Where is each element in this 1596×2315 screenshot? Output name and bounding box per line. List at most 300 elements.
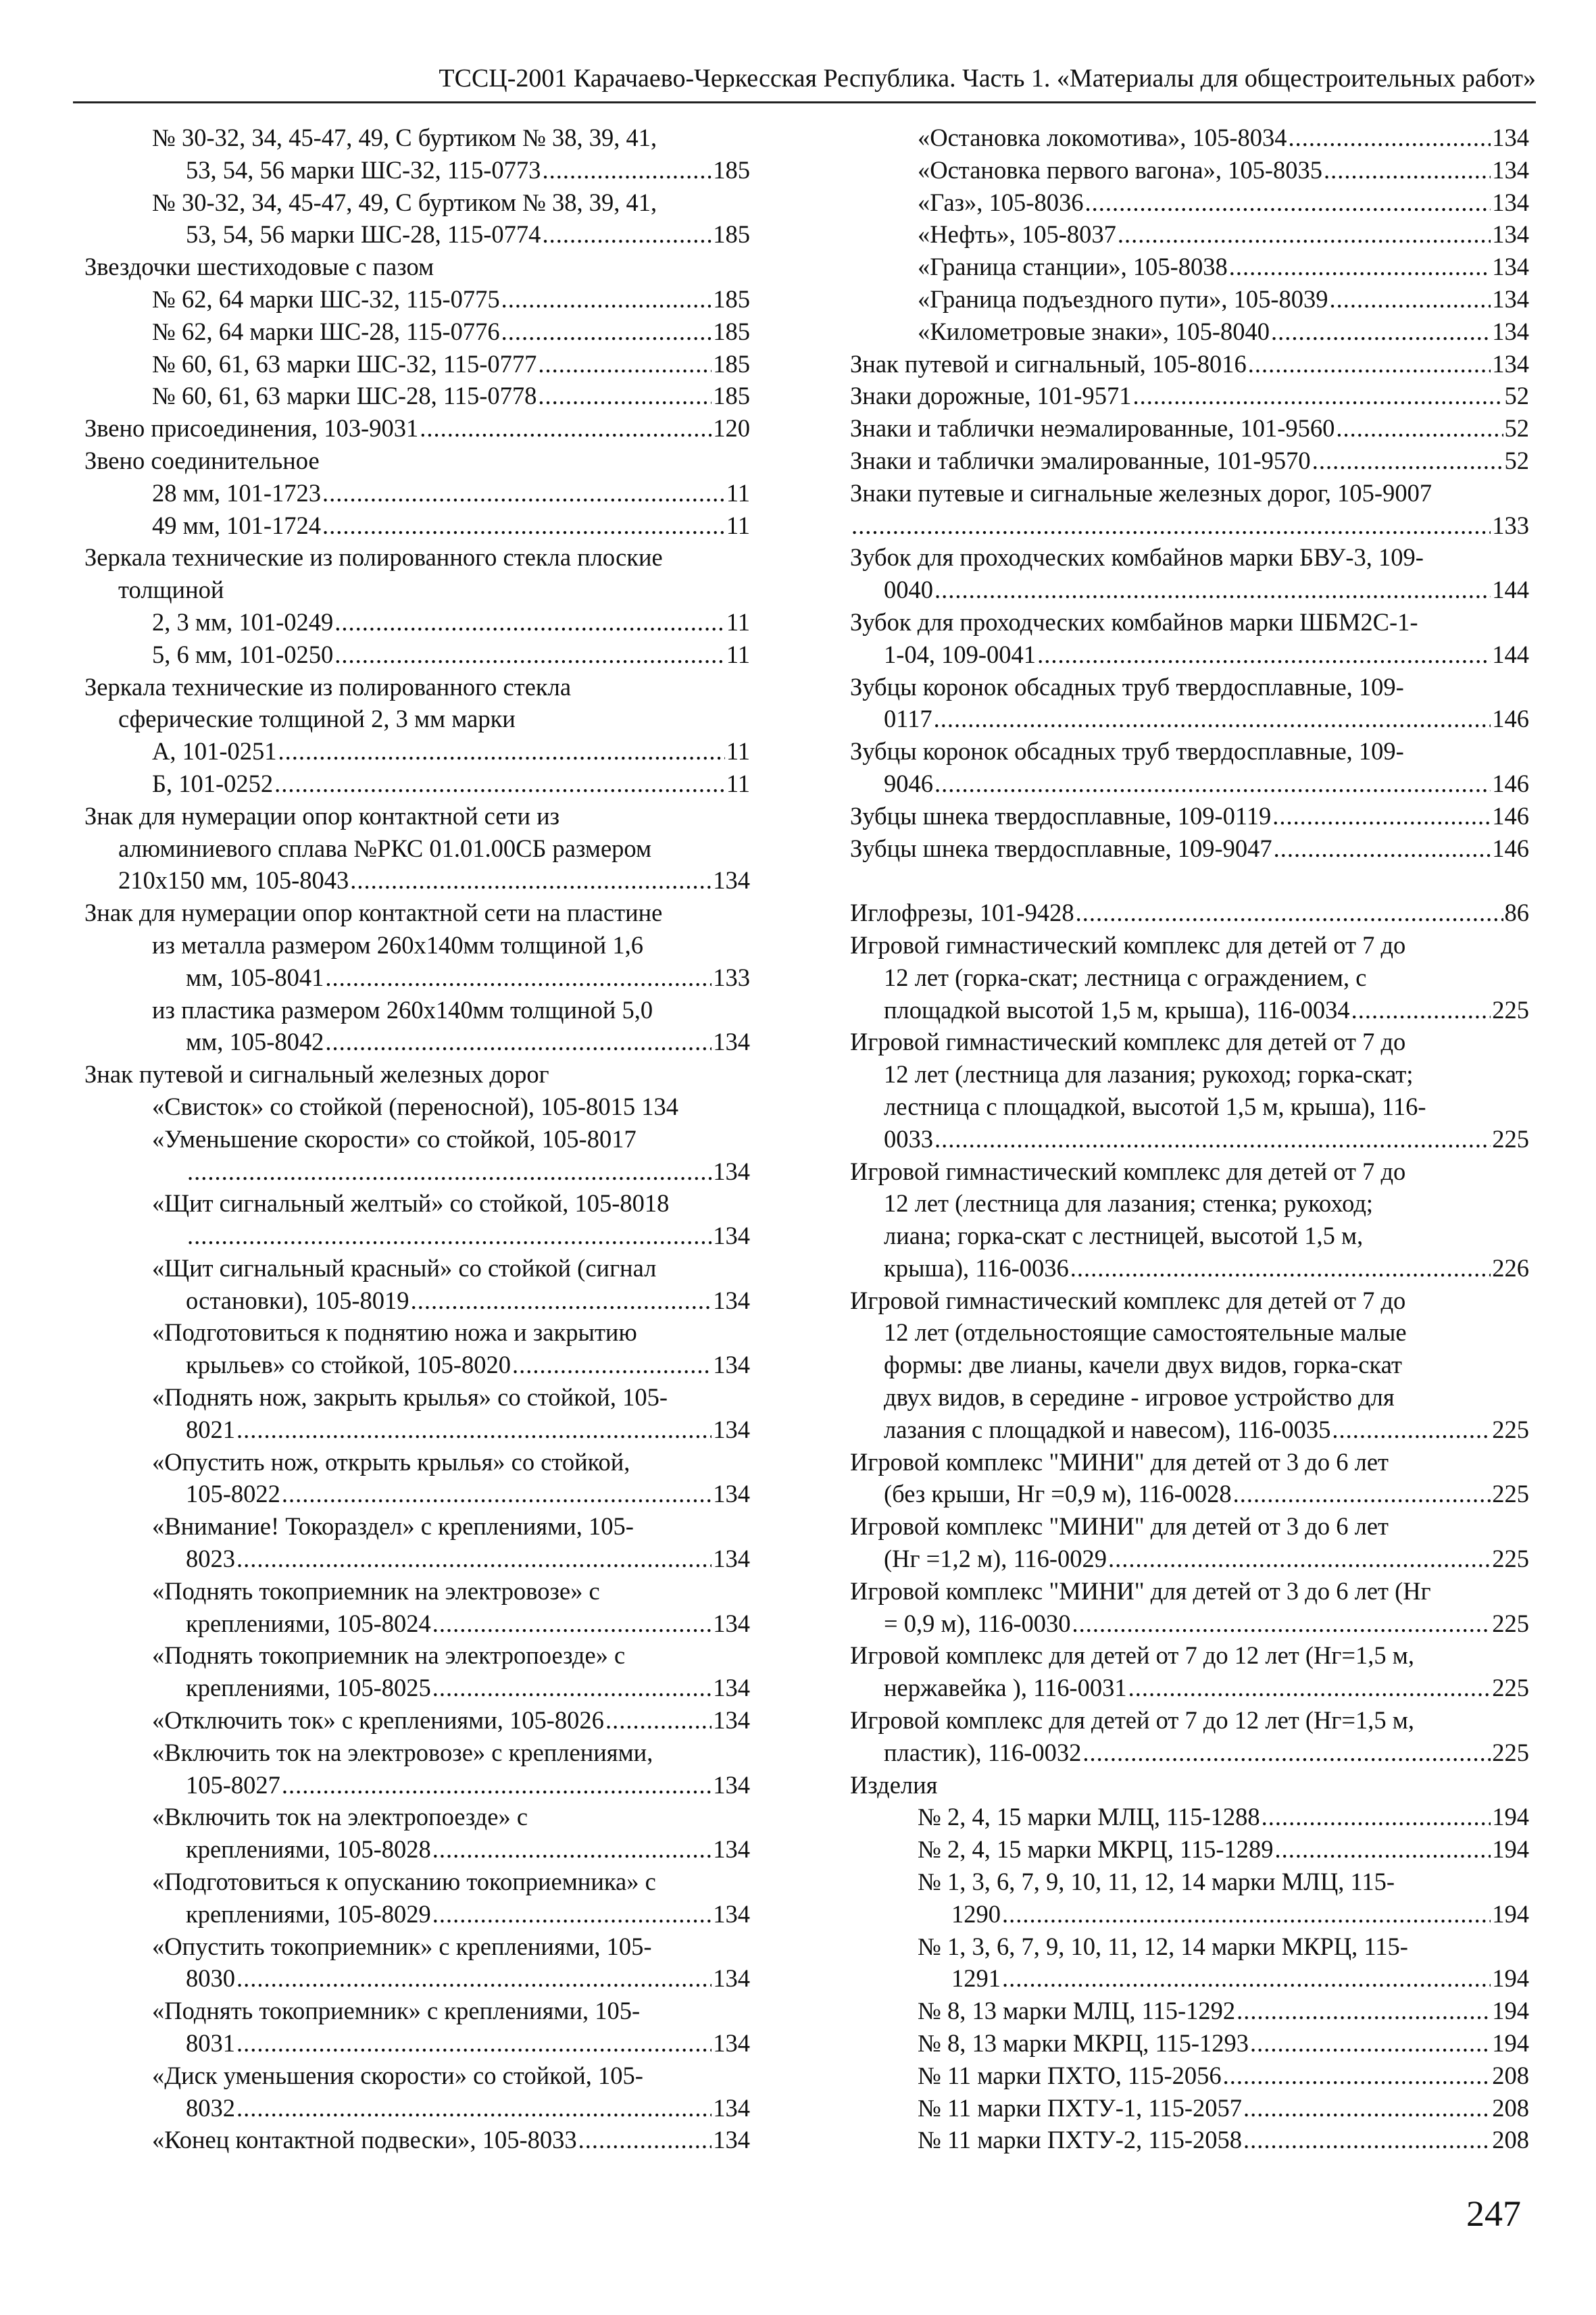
entry-leader-line: [84, 1672, 750, 1704]
leader-dots: [322, 477, 725, 509]
entry-text-line: Звено соединительное: [84, 446, 320, 474]
entry-page-ref: 11: [726, 511, 750, 539]
entry-leader-line: [850, 186, 1529, 219]
entry-page-ref: 11: [726, 640, 750, 668]
entry-text-line: Знак путевой и сигнальный железных дорог: [84, 1060, 549, 1089]
entry-text: 53, 54, 56 марки ШС-28, 115-0774: [186, 220, 541, 249]
entry-text-line: Игровой комплекс "МИНИ" для детей от 3 до 6 лет: [850, 1447, 1389, 1476]
entry-text: Зубцы шнека твердосплавные, 109-9047: [850, 834, 1272, 862]
entry-text-line: 12 лет (лестница для лазания; стенка; рукоход;: [884, 1189, 1374, 1218]
leader-dots: [420, 412, 712, 445]
index-entry: [850, 1995, 1529, 2027]
entry-page-ref: 120: [713, 414, 750, 443]
index-entry: [84, 994, 750, 1059]
entry-text: мм, 105-8041: [186, 963, 324, 991]
leader-dots: [236, 2027, 712, 2060]
leader-dots: [187, 1220, 712, 1252]
index-entry: [84, 1381, 750, 1446]
entry-page-ref: 134: [713, 1674, 750, 1702]
index-entry: [84, 509, 750, 542]
entry-leader-line: [850, 1123, 1529, 1155]
entry-page-ref: 134: [1492, 124, 1529, 151]
index-entry: [850, 154, 1529, 186]
section-gap: [850, 864, 1529, 897]
entry-leader-line: [84, 1220, 750, 1252]
entry-text: № 60, 61, 63 марки ШС-32, 115-0777: [152, 349, 537, 378]
index-entry: [850, 1639, 1529, 1704]
index-entry: [84, 606, 750, 639]
index-entry: [850, 1769, 1529, 1801]
index-entry: [850, 1931, 1529, 1995]
entry-text-line: Игровой комплекс для детей от 7 до 12 лет (Нг=1,5 м,: [850, 1706, 1414, 1735]
entry-leader-line: [850, 1898, 1529, 1931]
entry-text: (Нг =1,2 м), 116-0029: [884, 1545, 1107, 1573]
entry-page-ref: 194: [1492, 1835, 1529, 1864]
entry-leader-line: [850, 412, 1529, 445]
index-entry: [84, 1931, 750, 1995]
index-entry: [84, 541, 750, 606]
entry-page-ref: 225: [1492, 1415, 1529, 1443]
entry-page-ref: 134: [713, 2029, 750, 2058]
index-entry: [850, 1026, 1529, 1155]
running-header: [73, 59, 1536, 103]
entry-leader-line: [850, 2027, 1529, 2060]
entry-leader-line: [84, 735, 750, 768]
entry-text: «Остановка первого вагона», 105-8035: [918, 155, 1322, 184]
index-entry: [84, 1995, 750, 2060]
index-entry: [850, 735, 1529, 800]
entry-leader-line: [850, 283, 1529, 316]
entry-page-ref: 133: [1492, 511, 1529, 539]
index-entry: [850, 800, 1529, 832]
index-entry: [850, 348, 1529, 380]
index-entry: [84, 445, 750, 477]
entry-page-ref: 134: [713, 1351, 750, 1379]
index-entry: [84, 1091, 750, 1123]
leader-dots: [350, 864, 712, 897]
entry-leader-line: [84, 380, 750, 412]
entry-leader-line: [850, 445, 1529, 477]
entry-text: 8021: [186, 1415, 235, 1443]
entry-text-line: «Поднять токоприемник на электровозе» с: [152, 1576, 600, 1605]
entry-text: креплениями, 105-8025: [186, 1674, 431, 1702]
entry-text: 1-04, 109-0041: [884, 640, 1037, 668]
entry-leader-line: [850, 1737, 1529, 1769]
entry-leader-line: [850, 509, 1529, 542]
entry-text: Знаки и таблички эмалированные, 101-9570: [850, 446, 1311, 474]
leader-dots: [1329, 283, 1491, 316]
leader-dots: [1128, 1672, 1491, 1704]
entry-page-ref: 134: [713, 1157, 750, 1185]
index-entry: [84, 1123, 750, 1188]
entry-page-ref: 185: [713, 155, 750, 184]
entry-text-line: 12 лет (горка-скат; лестница с ограждением, с: [884, 963, 1367, 991]
index-entry: [84, 1801, 750, 1866]
index-entry: [850, 2124, 1529, 2156]
index-entry: [850, 283, 1529, 316]
leader-dots: [1262, 1801, 1491, 1833]
index-entry: [84, 800, 750, 897]
entry-text: № 62, 64 марки ШС-32, 115-0775: [152, 284, 500, 313]
index-entry: [84, 1866, 750, 1931]
entry-text-line: Игровой комплекс "МИНИ" для детей от 3 до 6 лет: [850, 1512, 1389, 1541]
leader-dots: [1250, 2027, 1491, 2060]
leader-dots: [578, 2124, 712, 2156]
leader-dots: [1271, 316, 1491, 348]
entry-text: 8031: [186, 2029, 235, 2058]
entry-leader-line: [850, 703, 1529, 735]
leader-dots: [1243, 2092, 1491, 2124]
leader-dots: [187, 1155, 712, 1188]
entry-leader-line: [850, 1833, 1529, 1866]
entry-page-ref: 225: [1492, 1480, 1529, 1508]
leader-dots: [934, 768, 1491, 800]
entry-leader-line: [84, 1962, 750, 1995]
index-entry: [84, 735, 750, 768]
index-entry: [84, 1446, 750, 1511]
entry-text-line: «Щит сигнальный красный» со стойкой (сигнал: [152, 1253, 657, 1282]
entry-page-ref: 11: [726, 737, 750, 766]
entry-leader-line: [84, 2124, 750, 2156]
entry-leader-line: [850, 316, 1529, 348]
index-entry: [850, 380, 1529, 412]
leader-dots: [1002, 1898, 1491, 1931]
index-entry: [850, 1155, 1529, 1285]
entry-text: лазания с площадкой и навесом), 116-0035: [884, 1415, 1331, 1443]
entry-page-ref: 134: [1492, 155, 1529, 184]
entry-text: «Километровые знаки», 105-8040: [918, 317, 1270, 345]
index-entry: [850, 606, 1529, 671]
entry-text-line: из пластика размером 260х140мм толщиной 5,0: [152, 995, 653, 1024]
leader-dots: [1223, 2060, 1491, 2092]
leader-dots: [1084, 186, 1491, 219]
entry-leader-line: [84, 1898, 750, 1931]
entry-page-ref: 52: [1504, 382, 1529, 410]
entry-text: «Газ», 105-8036: [918, 188, 1084, 216]
entry-text-line: «Уменьшение скорости» со стойкой, 105-8017: [152, 1124, 637, 1153]
entry-page-ref: 225: [1492, 1674, 1529, 1702]
entry-leader-line: [84, 509, 750, 542]
entry-text-line: Игровой гимнастический комплекс для детей от 7 до: [850, 930, 1406, 959]
index-entry: [850, 122, 1529, 154]
entry-text: 8023: [186, 1545, 235, 1573]
entry-leader-line: [850, 1962, 1529, 1995]
leader-dots: [1272, 800, 1491, 832]
entry-text-line: «Внимание! Токораздел» с креплениями, 105-: [152, 1512, 634, 1541]
entry-leader-line: [84, 316, 750, 348]
entry-text-line: «Опустить токоприемник» с креплениями, 105-: [152, 1932, 652, 1960]
leader-dots: [1070, 1252, 1491, 1285]
leader-dots: [274, 768, 725, 800]
leader-dots: [1275, 1833, 1491, 1866]
index-entry: [84, 1575, 750, 1640]
entry-text: креплениями, 105-8028: [186, 1835, 431, 1864]
entry-text-line: «Поднять токоприемник на электропоезде» с: [152, 1641, 626, 1670]
entry-text-line: «Диск уменьшения скорости» со стойкой, 105-: [152, 2061, 643, 2089]
index-entry: [850, 1285, 1529, 1446]
entry-text: «Отключить ток» с креплениями, 105-8026: [152, 1706, 604, 1735]
entry-text-line: Зубок для проходческих комбайнов марки ШБМ2С-1-: [850, 607, 1418, 636]
entry-leader-line: [84, 1414, 750, 1446]
entry-text: № 11 марки ПХТУ-1, 115-2057: [918, 2093, 1242, 2122]
entry-leader-line: [84, 2027, 750, 2060]
entry-leader-line: [850, 380, 1529, 412]
entry-leader-line: [84, 1155, 750, 1188]
entry-text-line: «Опустить нож, открыть крылья» со стойкой,: [152, 1447, 630, 1476]
entry-leader-line: [850, 1252, 1529, 1285]
entry-page-ref: 52: [1504, 446, 1529, 474]
entry-text-line: двух видов, в середине - игровое устройство для: [884, 1383, 1395, 1412]
index-entry: [850, 541, 1529, 606]
leader-dots: [538, 348, 712, 380]
entry-text: № 8, 13 марки МКРЦ, 115-1293: [918, 2029, 1249, 2058]
entry-text: 8032: [186, 2093, 235, 2122]
entry-leader-line: [850, 639, 1529, 671]
entry-page-ref: 146: [1492, 801, 1529, 830]
entry-page-ref: 225: [1492, 995, 1529, 1024]
leader-dots: [236, 2092, 712, 2124]
index-entry: [84, 671, 750, 736]
entry-leader-line: [84, 218, 750, 251]
entry-text: 105-8027: [186, 1770, 280, 1799]
entry-text: креплениями, 105-8029: [186, 1899, 431, 1928]
entry-text: Зубцы шнека твердосплавные, 109-0119: [850, 801, 1272, 830]
entry-text-line: лестница с площадкой, высотой 1,5 м, крыша), 116-: [884, 1092, 1426, 1120]
entry-text-line: сферические толщиной 2, 3 мм марки: [118, 705, 516, 733]
entry-page-ref: 133: [713, 963, 750, 991]
leader-dots: [1118, 218, 1491, 251]
entry-page-ref: 134: [713, 1286, 750, 1314]
leader-dots: [1037, 639, 1491, 671]
leader-dots: [501, 283, 712, 316]
leader-dots: [851, 509, 1491, 542]
leader-dots: [542, 218, 712, 251]
index-entry: [84, 1704, 750, 1737]
index-entry: [850, 671, 1529, 736]
leader-dots: [1002, 1962, 1491, 1995]
entry-leader-line: [850, 122, 1529, 154]
leader-dots: [1237, 1995, 1491, 2027]
entry-leader-line: [850, 1995, 1529, 2027]
entry-text: № 8, 13 марки МЛЦ, 115-1292: [918, 1997, 1236, 2025]
entry-text: 53, 54, 56 марки ШС-32, 115-0773: [186, 155, 541, 184]
entry-text: А, 101-0251: [152, 737, 277, 766]
entry-text-line: 12 лет (лестница для лазания; рукоход; горка-скат;: [884, 1060, 1414, 1089]
index-entry: [850, 477, 1529, 542]
index-entry: [850, 316, 1529, 348]
entry-page-ref: 208: [1492, 2061, 1529, 2089]
entry-page-ref: 194: [1492, 1964, 1529, 1993]
index-entry: [850, 1446, 1529, 1511]
index-entry: [850, 186, 1529, 219]
leader-dots: [1076, 897, 1503, 929]
entry-text: № 11 марки ПХТУ-2, 115-2058: [918, 2126, 1242, 2154]
entry-leader-line: [850, 994, 1529, 1026]
entry-leader-line: [84, 1285, 750, 1317]
index-entry: [850, 2092, 1529, 2124]
entry-text: 8030: [186, 1964, 235, 1993]
leader-dots: [334, 606, 725, 639]
entry-text: «Остановка локомотива», 105-8034: [918, 124, 1287, 151]
entry-text-line: Зеркала технические из полированного стекла: [84, 672, 572, 701]
leader-dots: [1336, 412, 1503, 445]
index-entry: [84, 1252, 750, 1317]
entry-page-ref: 134: [713, 1545, 750, 1573]
entry-page-ref: 11: [726, 478, 750, 507]
leader-dots: [236, 1543, 712, 1575]
entry-leader-line: [850, 1414, 1529, 1446]
leader-dots: [1072, 1608, 1491, 1640]
leader-dots: [934, 1123, 1491, 1155]
entry-text: Знак путевой и сигнальный, 105-8016: [850, 349, 1247, 378]
entry-leader-line: [84, 606, 750, 639]
entry-text: площадкой высотой 1,5 м, крыша), 116-0034: [884, 995, 1350, 1024]
leader-dots: [322, 509, 725, 542]
entry-page-ref: 134: [713, 2126, 750, 2154]
entry-text-line: № 30-32, 34, 45-47, 49, С буртиком № 38, 39, 41,: [152, 188, 657, 216]
entry-text-line: «Подготовиться к поднятию ножа и закрытию: [152, 1318, 637, 1347]
index-entry: [84, 639, 750, 671]
entry-leader-line: [84, 154, 750, 186]
entry-leader-line: [84, 1349, 750, 1381]
entry-text-line: № 1, 3, 6, 7, 9, 10, 11, 12, 14 марки МКРЦ, 115-: [918, 1932, 1408, 1960]
entry-text: 1291: [951, 1964, 1001, 1993]
entry-page-ref: 194: [1492, 2029, 1529, 2058]
leader-dots: [1351, 994, 1491, 1026]
entry-page-ref: 225: [1492, 1738, 1529, 1766]
entry-text: 28 мм, 101-1723: [152, 478, 321, 507]
index-entry: [84, 316, 750, 348]
entry-page-ref: 194: [1492, 1803, 1529, 1831]
leader-dots: [605, 1704, 712, 1737]
page-number: 247: [1466, 2193, 1521, 2234]
index-entry: [84, 1510, 750, 1575]
leader-dots: [1248, 348, 1491, 380]
entry-page-ref: 134: [1492, 220, 1529, 249]
index-entry: [850, 1801, 1529, 1833]
entry-leader-line: [84, 1478, 750, 1510]
entry-leader-line: [84, 864, 750, 897]
entry-text-line: Знак для нумерации опор контактной сети на пластине: [84, 899, 663, 927]
leader-dots: [334, 639, 725, 671]
leader-dots: [1233, 1478, 1491, 1510]
entry-leader-line: [84, 283, 750, 316]
entry-page-ref: 144: [1492, 640, 1529, 668]
entry-page-ref: 146: [1492, 705, 1529, 733]
index-entry: [84, 380, 750, 412]
index-entry: [84, 348, 750, 380]
entry-leader-line: [84, 1543, 750, 1575]
entry-text-line: лиана; горка-скат с лестницей, высотой 1,5 м,: [884, 1222, 1364, 1250]
entry-leader-line: [84, 1833, 750, 1866]
entry-leader-line: [84, 412, 750, 445]
entry-page-ref: 52: [1504, 414, 1529, 443]
entry-text: «Граница подъездного пути», 105-8039: [918, 284, 1328, 313]
index-entry: [850, 832, 1529, 865]
entry-leader-line: [850, 251, 1529, 283]
index-entry: [84, 251, 750, 283]
entry-text: № 2, 4, 15 марки МЛЦ, 115-1288: [918, 1803, 1260, 1831]
entry-text: 9046: [884, 769, 933, 797]
entry-text-line: Звездочки шестиходовые с пазом: [84, 253, 434, 281]
entry-text: Б, 101-0252: [152, 769, 274, 797]
entry-text-line: № 30-32, 34, 45-47, 49, С буртиком № 38, 39, 41,: [152, 124, 657, 151]
leader-dots: [236, 1414, 712, 1446]
entry-leader-line: [84, 1769, 750, 1801]
entry-leader-line: [850, 1543, 1529, 1575]
entry-text: № 2, 4, 15 марки МКРЦ, 115-1289: [918, 1835, 1274, 1864]
entry-text-line: Зубок для проходческих комбайнов марки БВУ-3, 109-: [850, 543, 1424, 572]
entry-text: крыльев» со стойкой, 105-8020: [186, 1351, 512, 1379]
leader-dots: [1132, 380, 1503, 412]
index-entry: [850, 445, 1529, 477]
leader-dots: [1243, 2124, 1491, 2156]
entry-leader-line: [850, 348, 1529, 380]
entry-text: Знаки и таблички неэмалированные, 101-9560: [850, 414, 1335, 443]
entry-leader-line: [84, 1704, 750, 1737]
entry-text-line: Игровой комплекс для детей от 7 до 12 лет (Нг=1,5 м,: [850, 1641, 1414, 1670]
entry-page-ref: 134: [713, 866, 750, 895]
leader-dots: [501, 316, 712, 348]
entry-text-line: № 1, 3, 6, 7, 9, 10, 11, 12, 14 марки МЛЦ, 115-: [918, 1868, 1395, 1896]
entry-page-ref: 134: [713, 2093, 750, 2122]
entry-text-line: Игровой гимнастический комплекс для детей от 7 до: [850, 1286, 1406, 1314]
entry-text: 0033: [884, 1124, 933, 1153]
index-entry: [84, 1737, 750, 1801]
index-column-right: [850, 122, 1529, 2156]
entry-page-ref: 134: [713, 1706, 750, 1735]
index-entry: [84, 412, 750, 445]
entry-text: 1290: [951, 1899, 1001, 1928]
entry-page-ref: 185: [713, 220, 750, 249]
index-entry: [850, 251, 1529, 283]
index-entry: [850, 1866, 1529, 1931]
entry-text: пластик), 116-0032: [884, 1738, 1082, 1766]
index-entry: [84, 283, 750, 316]
entry-leader-line: [850, 2092, 1529, 2124]
index-entry: [84, 768, 750, 800]
entry-leader-line: [850, 574, 1529, 606]
entry-page-ref: 194: [1492, 1899, 1529, 1928]
index-entry: [850, 1704, 1529, 1769]
entry-text: Иглофрезы, 101-9428: [850, 899, 1074, 927]
entry-text-line: формы: две лианы, качели двух видов, горка-скат: [884, 1351, 1402, 1379]
entry-leader-line: [84, 962, 750, 994]
leader-dots: [325, 1026, 712, 1058]
entry-leader-line: [850, 218, 1529, 251]
index-entry: [84, 122, 750, 186]
entry-text: 0040: [884, 576, 933, 604]
entry-leader-line: [850, 1672, 1529, 1704]
entry-text: = 0,9 м), 116-0030: [884, 1609, 1071, 1637]
entry-page-ref: 146: [1492, 769, 1529, 797]
entry-page-ref: 134: [713, 1222, 750, 1250]
entry-page-ref: 225: [1492, 1545, 1529, 1573]
entry-text-line: Знаки путевые и сигнальные железных дорог, 105-9007: [850, 478, 1432, 507]
entry-text: «Конец контактной подвески», 105-8033: [152, 2126, 577, 2154]
entry-text: нержавейка ), 116-0031: [884, 1674, 1127, 1702]
entry-text: остановки), 105-8019: [186, 1286, 409, 1314]
entry-leader-line: [84, 1608, 750, 1640]
leader-dots: [1082, 1737, 1491, 1769]
index-entry: [850, 1833, 1529, 1866]
leader-dots: [1324, 154, 1491, 186]
entry-page-ref: 185: [713, 284, 750, 313]
leader-dots: [432, 1898, 712, 1931]
entry-text: № 11 марки ПХТО, 115-2056: [918, 2061, 1222, 2089]
entry-page-ref: 134: [1492, 253, 1529, 281]
index-column-left: [84, 122, 750, 2156]
